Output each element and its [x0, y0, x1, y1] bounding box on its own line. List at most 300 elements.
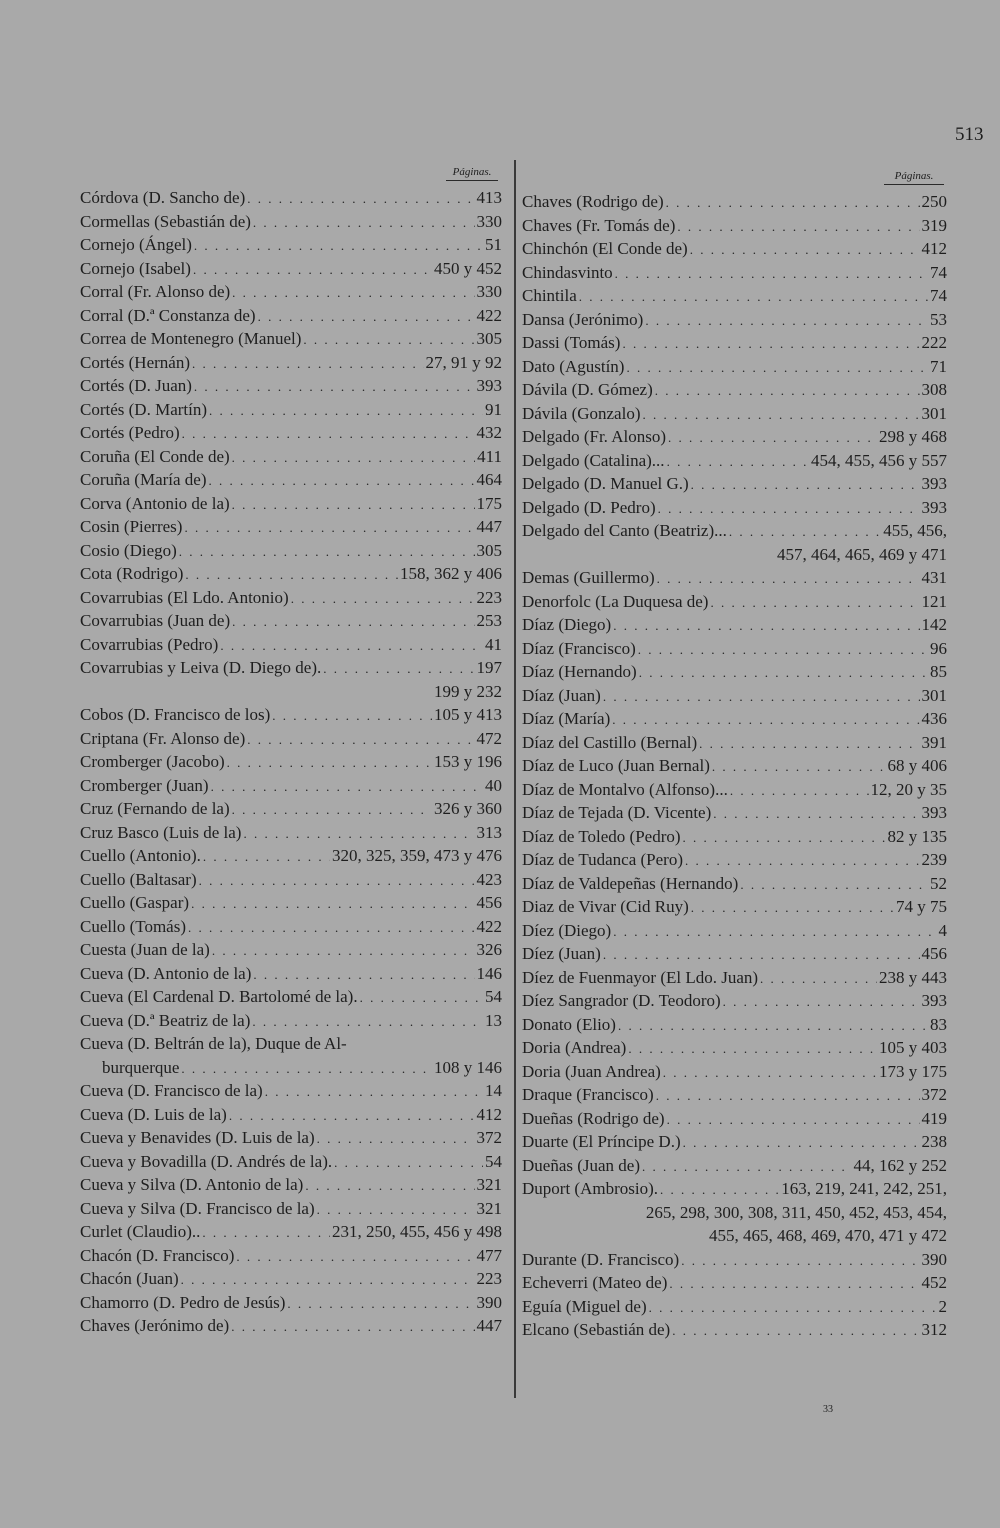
entry-pages-continued: 199 y 232 [434, 681, 502, 701]
entry-pages: 2 [938, 1296, 947, 1316]
entry-pages: 419 [921, 1108, 947, 1128]
entry-name: Denorfolc (La Duquesa de) [522, 591, 709, 611]
column-divider [514, 160, 516, 1398]
entry-pages: 40 [485, 775, 502, 795]
entry-name: Dueñas (Rodrigo de) [522, 1108, 665, 1128]
entry-pages: 477 [476, 1245, 502, 1265]
entry-pages: 305 [476, 329, 502, 348]
index-entry [522, 590, 947, 614]
dot-leader [229, 1104, 475, 1127]
index-entry [80, 445, 502, 469]
dot-leader [642, 403, 919, 426]
index-entry [522, 1083, 947, 1107]
dot-leader [642, 1155, 851, 1178]
index-entry [80, 1197, 502, 1221]
dot-leader [212, 939, 475, 962]
dot-leader [317, 1127, 475, 1150]
dot-leader [194, 375, 475, 398]
index-entry [522, 1154, 947, 1178]
entry-name: Cosio (Diego) [80, 540, 177, 560]
index-entry [522, 1318, 947, 1342]
entry-pages: 372 [476, 1128, 502, 1147]
entry-pages: 163, 219, 241, 242, 251, [781, 1179, 947, 1198]
dot-leader [360, 986, 483, 1009]
entry-name: Cromberger (Jacobo) [80, 752, 225, 771]
dot-leader [185, 563, 398, 586]
entry-pages: 321 [476, 1198, 502, 1218]
dot-leader [220, 634, 483, 657]
entry-name: Chindasvinto [522, 262, 613, 282]
entry-pages: 391 [921, 732, 947, 752]
entry-name: Delgado del Canto (Beatriz)... [522, 521, 727, 540]
dot-leader [227, 751, 432, 774]
dot-leader [303, 328, 474, 351]
dot-leader [618, 1014, 928, 1037]
entry-name: Cueva y Silva (D. Francisco de la) [80, 1198, 315, 1218]
entry-name: Díez (Diego) [522, 920, 612, 940]
entry-name: Chaves (Rodrigo de) [522, 192, 664, 211]
entry-name: Covarrubias (Juan de) [80, 611, 231, 630]
index-entry [522, 308, 947, 332]
entry-pages: 91 [485, 399, 502, 419]
index-entry [80, 421, 502, 445]
index-entry [80, 1244, 502, 1268]
entry-pages: 320, 325, 359, 473 y 476 [332, 846, 502, 865]
entry-pages: 51 [485, 235, 502, 254]
index-entry [80, 586, 502, 610]
entry-name: Dávila (D. Gómez) [522, 380, 653, 399]
dot-leader [691, 473, 920, 496]
entry-pages: 472 [476, 728, 502, 748]
entry-pages: 54 [485, 987, 502, 1006]
dot-leader [628, 1037, 877, 1060]
entry-name: Díaz (María) [522, 709, 611, 728]
entry-pages: 83 [930, 1014, 947, 1034]
entry-pages: 447 [476, 517, 502, 536]
entry-name: Cuello (Antonio). [80, 846, 201, 865]
dot-leader [656, 1084, 920, 1107]
entry-name: Demas (Guillermo) [522, 568, 655, 587]
index-entry [80, 891, 502, 915]
dot-leader [699, 732, 919, 755]
dot-leader [685, 849, 920, 872]
entry-name: Cuello (Gaspar) [80, 893, 190, 912]
page-number: 513 [955, 124, 984, 145]
entry-pages: 319 [921, 215, 947, 235]
index-entry [80, 280, 502, 304]
index-entry [522, 872, 947, 896]
entry-name: burquerque [102, 1057, 180, 1077]
entry-name: Díaz de Montalvo (Alfonso)... [522, 779, 728, 799]
entry-pages: 14 [485, 1081, 502, 1100]
printer-signature: 33 [823, 1404, 833, 1415]
entry-name: Delgado (Catalina)... [522, 450, 665, 470]
index-entry [80, 257, 502, 281]
index-entry [522, 1107, 947, 1131]
index-entry [80, 233, 502, 257]
dot-leader [603, 943, 920, 966]
entry-name: Cueva (El Cardenal D. Bartolomé de la). [80, 987, 358, 1006]
index-entry [80, 962, 502, 986]
index-entry [522, 989, 947, 1013]
entry-pages: 54 [485, 1151, 502, 1171]
entry-name: Díaz de Tejada (D. Vicente) [522, 803, 712, 822]
entry-pages: 393 [921, 991, 947, 1010]
index-entry [522, 284, 947, 308]
entry-pages-continued: 455, 465, 468, 469, 470, 471 y 472 [709, 1226, 947, 1245]
column-heading-right: Páginas. [884, 170, 944, 185]
entry-pages: 454, 455, 456 y 557 [811, 450, 947, 470]
entry-name: Chaves (Jerónimo de) [80, 1316, 230, 1335]
dot-leader [639, 661, 928, 684]
dot-leader [236, 1245, 474, 1268]
dot-leader [729, 520, 881, 543]
dot-leader [626, 356, 928, 379]
dot-leader [232, 446, 475, 469]
entry-pages: 41 [485, 634, 502, 654]
dot-leader [184, 516, 474, 539]
entry-pages: 411 [477, 446, 502, 466]
index-entry [80, 1056, 502, 1080]
entry-pages: 447 [476, 1316, 502, 1335]
entry-name: Coruña (María de) [80, 470, 207, 489]
index-entry [80, 1291, 502, 1315]
entry-pages: 197 [476, 658, 502, 677]
dot-leader [193, 258, 432, 281]
entry-name: Díaz de Toledo (Pedro) [522, 826, 681, 846]
entry-name: Corral (Fr. Alonso de) [80, 282, 231, 301]
entry-pages: 313 [476, 822, 502, 842]
dot-leader [182, 422, 475, 445]
entry-name: Cueva (D.ª Beatriz de la) [80, 1010, 251, 1030]
entry-name: Díaz de Valdepeñas (Hernando) [522, 873, 739, 893]
index-entry [80, 515, 502, 539]
entry-name: Corva (Antonio de la) [80, 493, 230, 513]
entry-name: Díez (Juan) [522, 944, 601, 963]
dot-leader [668, 426, 877, 449]
index-entry [80, 844, 502, 868]
entry-pages: 390 [476, 1292, 502, 1312]
entry-name: Cuello (Tomás) [80, 916, 186, 936]
entry-pages: 82 y 135 [887, 826, 947, 846]
entry-name: Donato (Elio) [522, 1014, 616, 1034]
entry-pages: 71 [930, 356, 947, 376]
entry-pages: 44, 162 y 252 [853, 1155, 947, 1175]
entry-name: Coruña (El Conde de) [80, 446, 230, 466]
entry-pages: 239 [921, 850, 947, 869]
dot-leader [265, 1080, 483, 1103]
index-entry [80, 656, 502, 680]
entry-name: Chinchón (El Conde de) [522, 239, 688, 258]
dot-leader [649, 1296, 937, 1319]
index-entry [80, 797, 502, 821]
index-entry [522, 1271, 947, 1295]
dot-leader [655, 379, 920, 402]
entry-pages: 456 [921, 944, 947, 963]
dot-leader [672, 1319, 919, 1342]
entry-name: Covarrubias (El Ldo. Antonio) [80, 587, 289, 607]
index-entry [80, 985, 502, 1009]
entry-name: Chacón (D. Francisco) [80, 1245, 235, 1265]
entry-name: Díaz (Juan) [522, 685, 601, 705]
entry-pages: 223 [476, 587, 502, 607]
dot-leader [305, 1174, 474, 1197]
dot-leader [211, 775, 483, 798]
entry-pages: 238 [921, 1132, 947, 1151]
entry-pages: 423 [476, 869, 502, 889]
entry-pages: 153 y 196 [434, 752, 502, 771]
index-entry [522, 754, 947, 778]
dot-leader [247, 187, 474, 210]
index-entry [80, 868, 502, 892]
index-entry [522, 566, 947, 590]
dot-leader [334, 1151, 483, 1174]
index-entry [80, 374, 502, 398]
entry-pages: 238 y 443 [879, 967, 947, 987]
entry-pages: 250 [921, 192, 947, 211]
entry-name: Chacón (Juan) [80, 1269, 179, 1288]
index-entry [522, 919, 947, 943]
dot-leader [613, 614, 919, 637]
entry-name: Chaves (Fr. Tomás de) [522, 215, 676, 235]
dot-leader [681, 1249, 919, 1272]
index-entry [522, 190, 947, 214]
dot-leader [192, 352, 424, 375]
entry-name: Doria (Juan Andrea) [522, 1061, 661, 1081]
entry-name: Covarrubias y Leiva (D. Diego de). [80, 658, 322, 677]
entry-name: Eguía (Miguel de) [522, 1296, 647, 1316]
index-entry [80, 703, 502, 727]
dot-leader [579, 285, 928, 308]
index-entry [522, 895, 947, 919]
dot-leader [188, 916, 475, 939]
entry-pages: 464 [476, 470, 502, 489]
entry-name: Díaz del Castillo (Bernal) [522, 732, 698, 752]
index-entry [80, 1150, 502, 1174]
dot-leader [683, 826, 886, 849]
index-entry [522, 519, 947, 543]
entry-name: Curlet (Claudio).. [80, 1222, 201, 1241]
entry-name: Díaz (Hernando) [522, 662, 637, 681]
entry-pages: 108 y 146 [434, 1057, 502, 1077]
entry-pages: 74 [930, 262, 947, 282]
entry-name: Cortés (Hernán) [80, 352, 190, 372]
entry-name: Cueva y Silva (D. Antonio de la) [80, 1175, 304, 1194]
entry-pages: 105 y 413 [434, 705, 502, 724]
index-entry [80, 1032, 502, 1056]
index-entry [80, 1173, 502, 1197]
index-entry [80, 539, 502, 563]
index-entry [522, 637, 947, 661]
entry-name: Cortés (D. Juan) [80, 376, 192, 395]
index-entry [80, 821, 502, 845]
entry-name: Cueva (D. Beltrán de la), Duque de Al- [80, 1034, 347, 1053]
entry-pages: 413 [476, 188, 502, 207]
dot-leader [232, 610, 474, 633]
entry-name: Echeverri (Mateo de) [522, 1273, 668, 1292]
entry-pages: 393 [921, 803, 947, 822]
entry-pages: 223 [476, 1269, 502, 1288]
dot-leader [690, 238, 920, 261]
entry-name: Dueñas (Juan de) [522, 1155, 641, 1175]
index-entry [522, 1060, 947, 1084]
entry-pages: 12, 20 y 35 [870, 779, 947, 799]
dot-leader [243, 822, 474, 845]
entry-name: Chintila [522, 286, 577, 305]
dot-leader [272, 704, 432, 727]
dot-leader [740, 873, 928, 896]
dot-leader [232, 798, 432, 821]
entry-pages: 85 [930, 662, 947, 681]
entry-name: Doria (Andrea) [522, 1038, 627, 1057]
entry-pages: 301 [921, 685, 947, 705]
entry-name: Durante (D. Francisco) [522, 1249, 680, 1269]
index-entry [80, 938, 502, 962]
entry-name: Duarte (El Príncipe D.) [522, 1132, 681, 1151]
dot-leader [231, 1315, 474, 1338]
index-entry [522, 425, 947, 449]
dot-leader [209, 399, 483, 422]
entry-pages: 53 [930, 309, 947, 329]
entry-pages: 308 [921, 380, 947, 399]
entry-name: Draque (Francisco) [522, 1085, 654, 1104]
dot-leader [712, 755, 886, 778]
dot-leader [252, 1010, 483, 1033]
dot-leader [247, 728, 474, 751]
index-entry [522, 942, 947, 966]
entry-name: Delgado (D. Pedro) [522, 497, 656, 517]
entry-name: Diaz de Vivar (Cid Ruy) [522, 897, 689, 916]
index-column-left [80, 186, 502, 1338]
dot-leader [615, 262, 928, 285]
entry-pages: 305 [476, 540, 502, 560]
index-entry [80, 492, 502, 516]
entry-name: Cueva y Bovadilla (D. Andrés de la). [80, 1151, 333, 1171]
dot-leader [179, 540, 475, 563]
index-entry [522, 660, 947, 684]
entry-pages: 455, 456, [883, 521, 947, 540]
dot-leader [232, 493, 475, 516]
entry-pages: 222 [921, 333, 947, 352]
index-entry [522, 778, 947, 802]
entry-pages: 312 [921, 1320, 947, 1339]
entry-pages: 422 [476, 305, 502, 325]
entry-pages: 52 [930, 873, 947, 893]
entry-name: Cuesta (Juan de la) [80, 940, 210, 959]
index-entry [80, 398, 502, 422]
index-entry [80, 633, 502, 657]
dot-leader [613, 920, 936, 943]
index-entry [80, 915, 502, 939]
entry-pages: 253 [476, 611, 502, 630]
entry-name: Duport (Ambrosio). [522, 1179, 658, 1198]
dot-leader [663, 1061, 877, 1084]
dot-leader [291, 587, 475, 610]
index-entry [80, 304, 502, 328]
entry-pages: 231, 250, 455, 456 y 498 [332, 1222, 502, 1241]
entry-name: Dávila (Gonzalo) [522, 403, 641, 423]
entry-name: Delgado (Fr. Alonso) [522, 427, 667, 446]
index-entry [522, 613, 947, 637]
entry-name: Cobos (D. Francisco de los) [80, 705, 271, 724]
index-entry [522, 707, 947, 731]
dot-leader [232, 281, 474, 304]
entry-name: Cuello (Baltasar) [80, 869, 197, 889]
dot-leader [667, 450, 809, 473]
entry-pages: 436 [921, 709, 947, 728]
entry-pages: 158, 362 y 406 [400, 564, 502, 583]
dot-leader [194, 234, 483, 257]
dot-leader [622, 332, 919, 355]
entry-pages: 390 [921, 1249, 947, 1269]
dot-leader [191, 892, 474, 915]
index-entry [522, 1013, 947, 1037]
index-entry [522, 261, 947, 285]
index-entry [522, 1248, 947, 1272]
index-entry [522, 801, 947, 825]
entry-pages: 412 [921, 239, 947, 258]
entry-pages: 173 y 175 [879, 1061, 947, 1081]
index-entry [80, 1009, 502, 1033]
dot-leader [253, 211, 475, 234]
index-entry [80, 351, 502, 375]
entry-name: Dato (Agustín) [522, 356, 625, 376]
entry-name: Díez Sangrador (D. Teodoro) [522, 991, 721, 1010]
index-entry [80, 1126, 502, 1150]
entry-pages: 4 [938, 920, 947, 940]
dot-leader [677, 215, 919, 238]
index-entry [80, 1267, 502, 1291]
index-entry [80, 1079, 502, 1103]
dot-leader [603, 685, 920, 708]
index-entry [80, 774, 502, 798]
entry-pages: 142 [921, 615, 947, 634]
entry-pages-continued: 457, 464, 465, 469 y 471 [777, 544, 947, 564]
dot-leader [713, 802, 919, 825]
index-column-right [522, 190, 947, 1342]
index-entry [522, 496, 947, 520]
dot-leader [317, 1198, 475, 1221]
dot-leader [667, 1108, 920, 1131]
dot-leader [666, 191, 920, 214]
index-entry [522, 731, 947, 755]
entry-pages: 121 [921, 591, 947, 611]
entry-pages: 452 [921, 1273, 947, 1292]
dot-leader [683, 1131, 920, 1154]
entry-name: Cornejo (Isabel) [80, 258, 191, 278]
entry-name: Corral (D.ª Constanza de) [80, 305, 256, 325]
index-entry [522, 1036, 947, 1060]
index-entry [80, 1220, 502, 1244]
entry-name: Dassi (Tomás) [522, 333, 621, 352]
dot-leader [657, 567, 920, 590]
dot-leader [638, 638, 928, 661]
index-entry [522, 331, 947, 355]
entry-name: Cueva (D. Antonio de la) [80, 963, 252, 983]
dot-leader [669, 1272, 919, 1295]
entry-pages: 96 [930, 638, 947, 658]
entry-name: Elcano (Sebastián de) [522, 1320, 671, 1339]
entry-name: Córdova (D. Sancho de) [80, 188, 246, 207]
index-entry [522, 402, 947, 426]
index-entry [522, 966, 947, 990]
entry-pages: 393 [476, 376, 502, 395]
entry-pages: 432 [476, 423, 502, 442]
entry-name: Díaz (Diego) [522, 615, 612, 634]
entry-name: Díaz de Tudanca (Pero) [522, 850, 683, 869]
index-entry [522, 684, 947, 708]
entry-name: Díez de Fuenmayor (El Ldo. Juan) [522, 967, 759, 987]
